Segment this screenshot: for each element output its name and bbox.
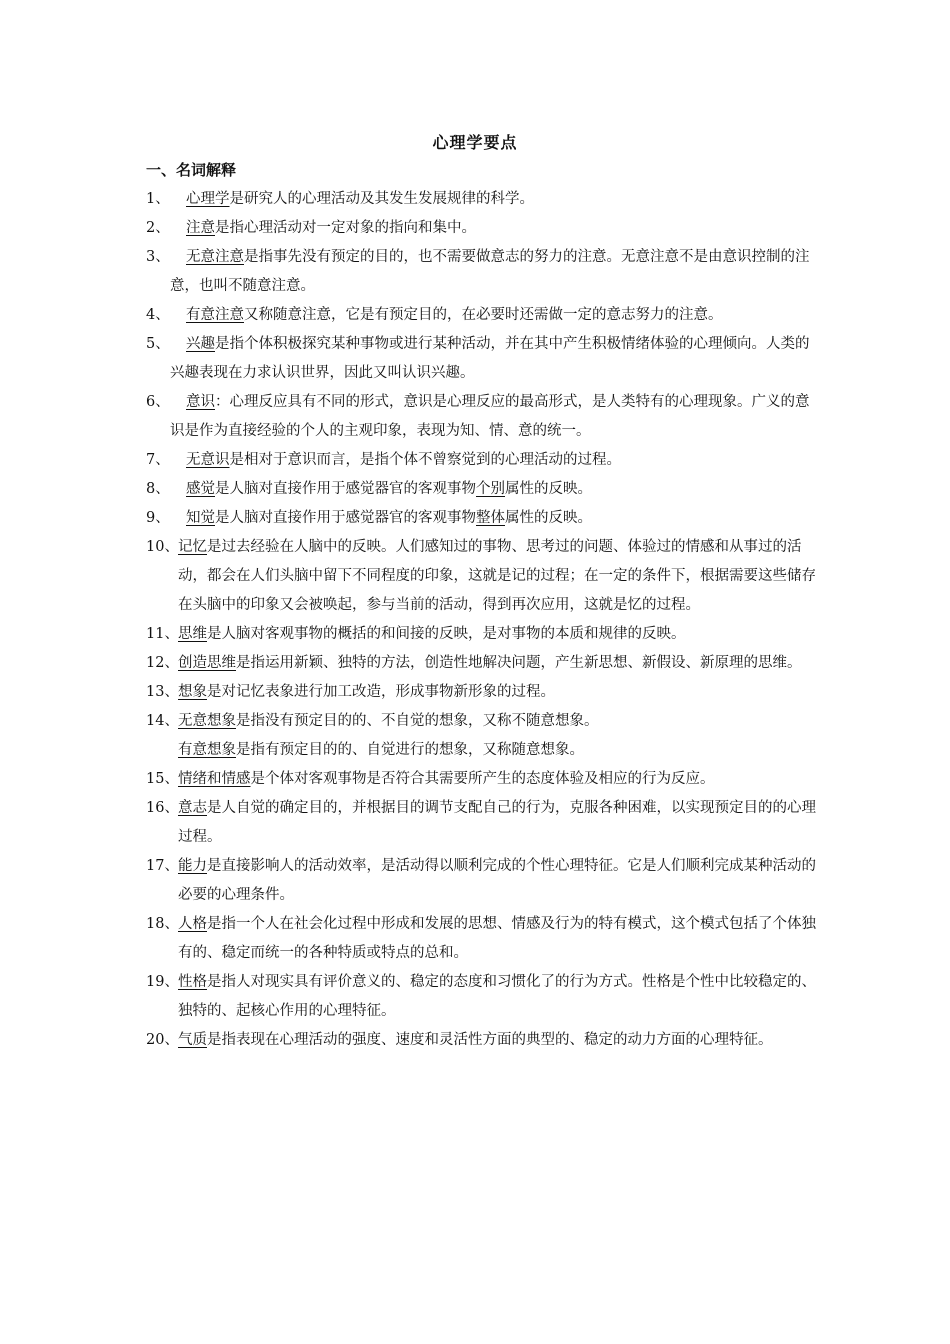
item-number: 2、 <box>146 220 170 236</box>
item-number: 9、 <box>146 510 170 526</box>
definition: 是指事先没有预定的目的，也不需要做意志的努力的注意。无意注意不是由意识控制的注意，也叫不随意注意。 <box>170 249 810 294</box>
term: 性格 <box>178 974 207 990</box>
term: 想象 <box>178 684 207 700</box>
list-item <box>146 1026 816 1055</box>
term: 气质 <box>178 1032 207 1048</box>
list-item <box>146 765 816 794</box>
definition: 是指运用新颖、独特的方法，创造性地解决问题，产生新思想、新假设、新原理的思维。 <box>236 655 802 671</box>
definition: 又称随意注意，它是有预定目的，在必要时还需做一定的意志努力的注意。 <box>244 307 723 323</box>
list-item <box>146 185 816 214</box>
item-number: 8、 <box>146 481 170 497</box>
definition: 是人自觉的确定目的，并根据目的调节支配自己的行为，克服各种困难，以实现预定目的的心理过程。 <box>178 800 816 845</box>
term: 无意注意 <box>186 249 244 265</box>
list-item <box>146 794 816 852</box>
term: 意志 <box>178 800 207 816</box>
item-number: 7、 <box>146 452 170 468</box>
term: 有意想象 <box>178 742 236 758</box>
item-number: 4、 <box>146 307 170 323</box>
list-item <box>146 649 816 678</box>
definition: 是相对于意识而言，是指个体不曾察觉到的心理活动的过程。 <box>229 452 621 468</box>
definition: 是指一个人在社会化过程中形成和发展的思想、情感及行为的特有模式，这个模式包括了个体独有的、稳定而统一的各种特质或特点的总和。 <box>178 916 816 961</box>
definition: 是指人对现实具有评价意义的、稳定的态度和习惯化了的行为方式。性格是个性中比较稳定的、独特的、起核心作用的心理特征。 <box>178 974 816 1019</box>
term: 感觉 <box>186 481 215 497</box>
definition: 是过去经验在人脑中的反映。人们感知过的事物、思考过的问题、体验过的情感和从事过的活动，都会在人们头脑中留下不同程度的印象，这就是记的过程；在一定的条件下，根据需要这些储存在头脑中的印象又会被唤起，参与当前的活动，得到再次应用，这就是忆的过程。 <box>178 539 816 613</box>
definition: 是个体对客观事物是否符合其需要所产生的态度体验及相应的行为反应。 <box>250 771 715 787</box>
definition: 是指个体积极探究某种事物或进行某种活动，并在其中产生积极情绪体验的心理倾向。人类的兴趣表现在力求认识世界，因此又叫认识兴趣。 <box>170 336 810 381</box>
term: 无意想象 <box>178 713 236 729</box>
list-item <box>146 388 816 446</box>
list-item <box>146 678 816 707</box>
term: 有意注意 <box>186 307 244 323</box>
definition: 是对记忆表象进行加工改造，形成事物新形象的过程。 <box>207 684 555 700</box>
definition: 是人脑对客观事物的概括的和间接的反映，是对事物的本质和规律的反映。 <box>207 626 686 642</box>
list-item <box>146 707 816 765</box>
item-number: 11、 <box>146 626 179 642</box>
definition: 是指表现在心理活动的强度、速度和灵活性方面的典型的、稳定的动力方面的心理特征。 <box>207 1032 773 1048</box>
term: 记忆 <box>178 539 207 555</box>
item-number: 12、 <box>146 655 179 671</box>
term: 思维 <box>178 626 207 642</box>
list-item <box>146 504 816 533</box>
term: 创造思维 <box>178 655 236 671</box>
term: 心理学 <box>186 191 230 207</box>
item-number: 16、 <box>146 800 179 816</box>
term: 无意识 <box>186 452 230 468</box>
list-item <box>146 968 816 1026</box>
definition: 是直接影响人的活动效率，是活动得以顺利完成的个性心理特征。它是人们顺利完成某种活动的必要的心理条件。 <box>178 858 816 903</box>
definition: 是人脑对直接作用于感觉器官的客观事物 <box>215 481 476 497</box>
term: 注意 <box>186 220 215 236</box>
item-number: 20、 <box>146 1032 179 1048</box>
list-item <box>146 475 816 504</box>
definition: 属性的反映。 <box>505 481 592 497</box>
item-number: 3、 <box>146 249 170 265</box>
term: 能力 <box>178 858 207 874</box>
list-item <box>146 301 816 330</box>
list-item <box>146 910 816 968</box>
item-number: 10、 <box>146 539 179 555</box>
item-number: 13、 <box>146 684 179 700</box>
item-number: 5、 <box>146 336 170 352</box>
term: 兴趣 <box>186 336 215 352</box>
section-heading: 一、名词解释 <box>146 161 237 179</box>
term: 知觉 <box>186 510 215 526</box>
list-item <box>146 243 816 301</box>
item-number: 15、 <box>146 771 179 787</box>
item-number: 6、 <box>146 394 170 410</box>
list-item <box>146 330 816 388</box>
term-list <box>146 185 816 1055</box>
list-item <box>146 214 816 243</box>
term: 人格 <box>178 916 207 932</box>
list-item <box>146 533 816 620</box>
item-number: 19、 <box>146 974 179 990</box>
definition: 是人脑对直接作用于感觉器官的客观事物 <box>215 510 476 526</box>
definition: 是指有预定目的的、自觉进行的想象，又称随意想象。 <box>236 742 584 758</box>
item-number: 1、 <box>146 191 170 207</box>
definition: 是指没有预定目的的、不自觉的想象，又称不随意想象。 <box>236 713 599 729</box>
definition: 属性的反映。 <box>505 510 592 526</box>
page-title: 心理学要点 <box>432 133 518 152</box>
item-number: 17、 <box>146 858 179 874</box>
list-item <box>146 620 816 649</box>
item-number: 18、 <box>146 916 179 932</box>
emphasis: 整体 <box>476 510 505 526</box>
item-number: 14、 <box>146 713 179 729</box>
term: 情绪和情感 <box>178 771 251 787</box>
list-item <box>146 852 816 910</box>
definition: ：心理反应具有不同的形式，意识是心理反应的最高形式，是人类特有的心理现象。广义的意识是作为直接经验的个人的主观印象，表现为知、情、意的统一。 <box>170 394 810 439</box>
definition: 是研究人的心理活动及其发生发展规律的科学。 <box>229 191 534 207</box>
list-item <box>146 446 816 475</box>
term: 意识 <box>186 394 215 410</box>
definition: 是指心理活动对一定对象的指向和集中。 <box>215 220 476 236</box>
emphasis: 个别 <box>476 481 505 497</box>
